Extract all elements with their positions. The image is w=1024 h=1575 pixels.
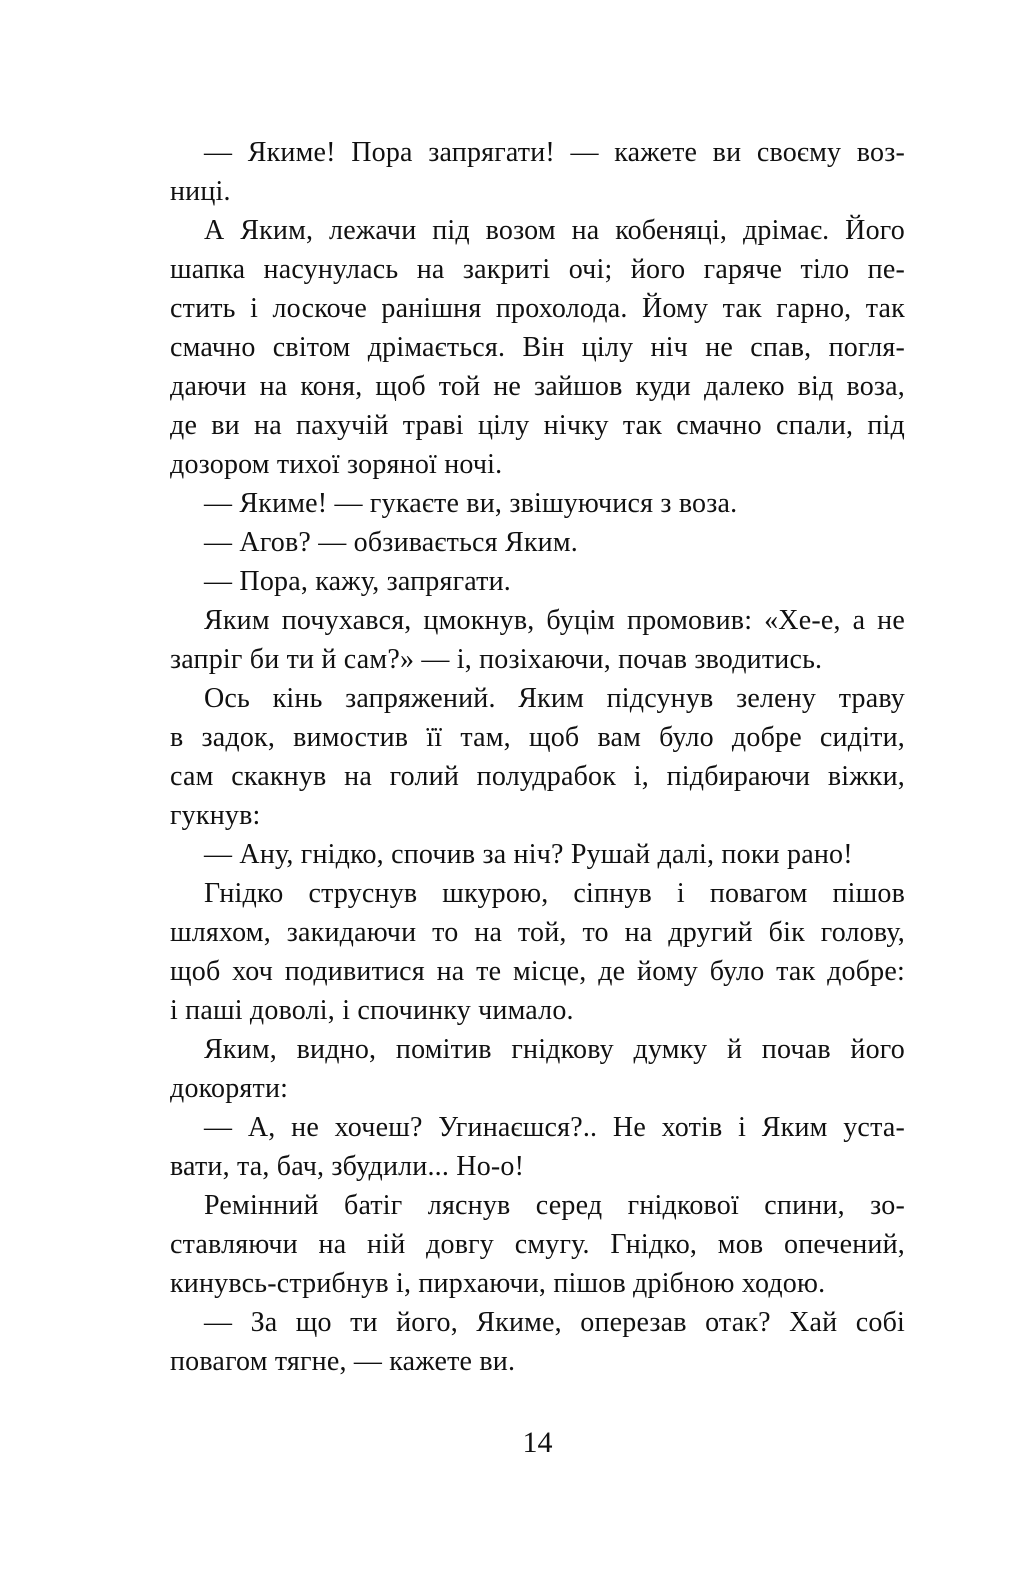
text-line: Яким, видно, помітив гнідкову думку й почав його [204, 1034, 905, 1065]
text-line: гукнув: [170, 800, 261, 831]
text-line: сам скакнув на голий полудрабок і, підбираючи віжки, [170, 761, 905, 792]
text-line: де ви на пахучій траві цілу нічку так смачно спали, під [170, 410, 905, 441]
paragraph [170, 1303, 905, 1381]
paragraph [170, 601, 905, 679]
text-line: щоб хоч подивитися на те місце, де йому було так добре: [170, 956, 905, 987]
paragraph [170, 133, 905, 211]
paragraph [170, 523, 905, 562]
text-line: — За що ти його, Якиме, оперезав отак? Хай собі [204, 1307, 905, 1338]
text-line: — Якиме! — гукаєте ви, звішуючися з воза. [204, 488, 738, 519]
text-line: ставляючи на ній довгу смугу. Гнідко, мов опечений, [170, 1229, 905, 1260]
text-line: даючи на коня, щоб той не зайшов куди далеко від воза, [170, 371, 905, 402]
text-line: Ось кінь запряжений. Яким підсунув зелену траву [204, 683, 905, 714]
paragraph [170, 679, 905, 835]
text-line: Ремінний батіг ляснув серед гнідкової спини, зо- [204, 1190, 905, 1221]
text-line: шляхом, закидаючи то на той, то на другий бік голову, [170, 917, 905, 948]
text-line: докоряти: [170, 1073, 289, 1104]
text-line: в задок, вимостив її там, щоб вам було добре сидіти, [170, 722, 905, 753]
paragraph [170, 835, 905, 874]
paragraph [170, 484, 905, 523]
text-line: — Ану, гнідко, спочив за ніч? Рушай далі, поки рано! [204, 839, 853, 870]
page-number: 14 [522, 1426, 553, 1459]
paragraph [170, 562, 905, 601]
text-line: — Пора, кажу, запрягати. [204, 566, 511, 597]
text-line: запріг би ти й сам?» — і, позіхаючи, почав зводитись. [170, 644, 823, 675]
text-line: повагом тягне, — кажете ви. [170, 1346, 516, 1377]
paragraph [170, 1030, 905, 1108]
text-line: Гнідко струснув шкурою, сіпнув і повагом пішов [204, 878, 905, 909]
text-line: вати, та, бач, збудили... Но-о! [170, 1151, 525, 1182]
text-line: — Якиме! Пора запрягати! — кажете ви своєму воз- [204, 137, 905, 168]
text-line: ниці. [170, 176, 231, 207]
text-line: смачно світом дрімається. Він цілу ніч не спав, погля- [170, 332, 905, 363]
text-line: стить і лоскоче ранішня прохолода. Йому так гарно, так [170, 293, 905, 324]
paragraph [170, 1186, 905, 1303]
text-line: — А, не хочеш? Угинаєшся?.. Не хотів і Яким уста- [204, 1112, 905, 1143]
text-line: шапка насунулась на закриті очі; його гаряче тіло пе- [170, 254, 905, 285]
text-block [170, 133, 905, 1381]
paragraph [170, 1108, 905, 1186]
text-line: і паші доволі, і спочинку чимало. [170, 995, 574, 1026]
text-line: дозором тихої зоряної ночі. [170, 449, 503, 480]
paragraph [170, 211, 905, 484]
paragraph [170, 874, 905, 1030]
text-line: кинувсь-стрибнув і, пирхаючи, пішов дрібною ходою. [170, 1268, 826, 1299]
text-line: — Агов? — обзивається Яким. [204, 527, 578, 558]
text-line: А Яким, лежачи під возом на кобеняці, дрімає. Його [204, 215, 905, 246]
text-line: Яким почухався, цмокнув, буцім промовив: «Хе-е, а не [204, 605, 905, 636]
